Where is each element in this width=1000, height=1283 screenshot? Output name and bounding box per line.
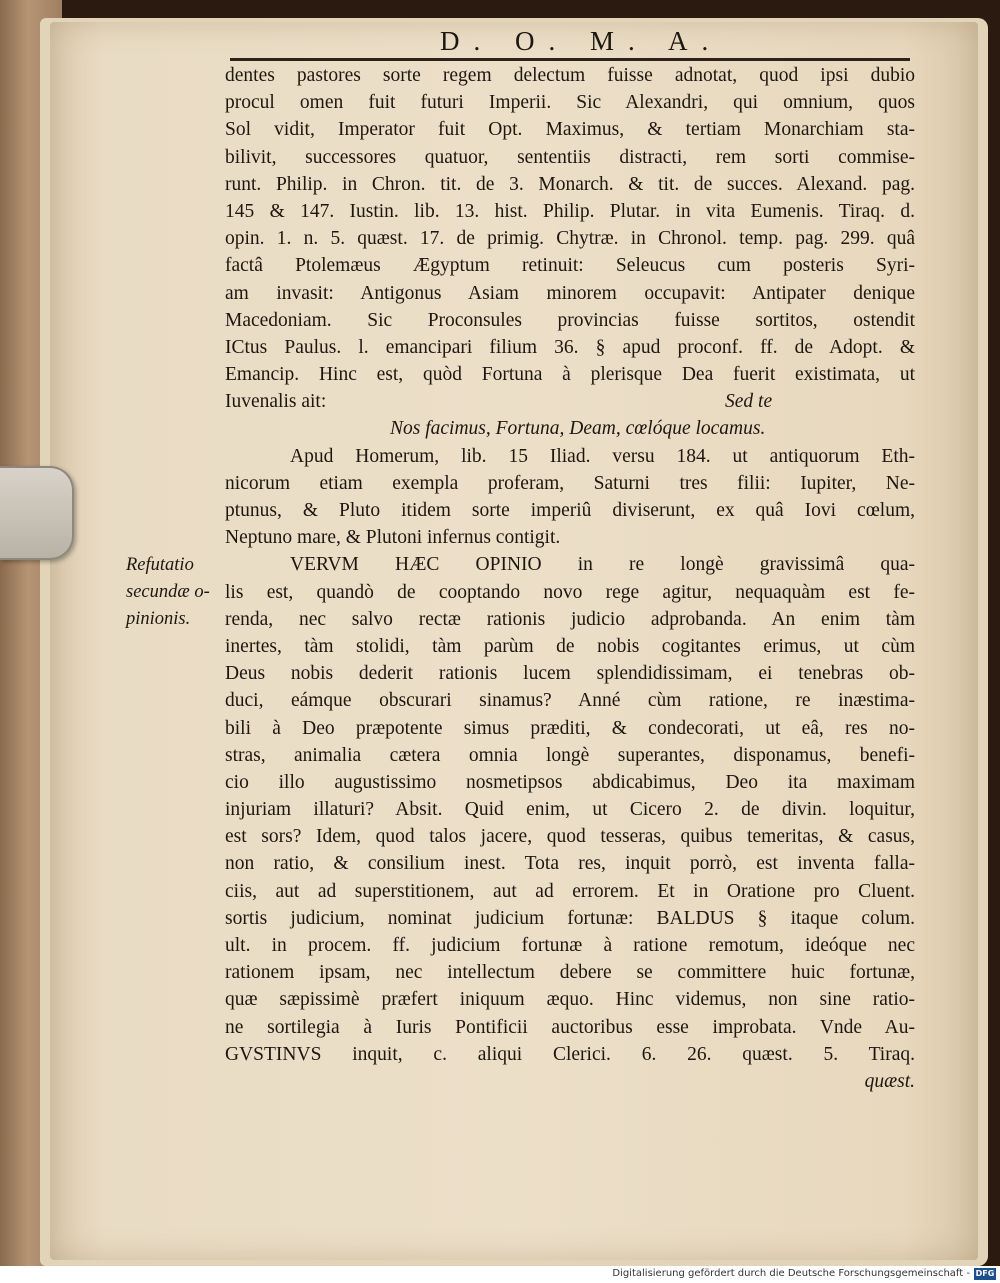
text-line: duci, eámque obscurari sinamus? Anné cùm ratione, re inæstima- <box>225 690 915 712</box>
body-text: dentes pastores sorte regem delectum fuisse adnotat, quod ipsi dubio procul omen fuit futuri Imperii. Sic Alexandri, qui omnium, quos Sol vidit, Imperator fuit Opt. Maximus, & tertiam Monarchiam sta- bilivit, successores quatuor, sententiis distracti, rem sorti commise- runt. Philip. in Chron. tit. de 3. Monarch. & tit. de succes. Alexand. pag. 145 & 147. Iustin. lib. 13. hist. Philip. Plutar. in vita Eumenis. Tiraq. d. opin. 1. n. 5. quæst. 17. de primig. Chytræ. in Chronol. temp. pag. 299. quâ factâ Ptolemæus Ægyptum retinuit: Seleucus cum posteris Syri- am invasit: Antigonus Asiam minorem occupavit: Antipater denique Macedoniam. Sic Proconsules provincias fuisse sortitos, ostendit ICtus Paulus. l. emancipari filium 36. § apud proconf. ff. de Adopt. & Emancip. Hinc est, quòd Fortuna à plerisque Dea fuerit existimata, ut Iuvenalis ait: Sed te Nos facimus, Fortuna, Deam, cœlóque locamus. Apud Homerum, lib. 15 Iliad. versu 184. ut antiquorum Eth- nicorum etiam exempla proferam, Saturni tres filii: Iupiter, Ne- ptunus, & Pluto itidem sorte imperiû diviserunt, ex quâ Iovi cœlum, Neptuno mare, & Plutoni infernus contigit. VERVM HÆC OPINIO in re longè gravissimâ qua- lis est, quandò de cooptando novo rege agitur, nequaquàm est fe- renda, nec salvo rectæ rationis judicio adprobanda. An enim tàm inertes, tàm stolidi, tàm parùm de nobis cogitantes erimus, ut cùm Deus nobis dederit rationis lucem splendidissimam, ei tenebras ob- duci, eámque obscurari sinamus? Anné cùm ratione, re inæstima- bili à Deo præpotente simus præditi, & condecorati, ut eâ, res no- stras, animalia cætera omnia longè superantes, disponamus, benefi- cio illo augustissimo nosmetipsos abdicabimus, Deo ita maximam injuriam illaturi? Absit. Quid enim, ut Cicero 2. de divin. loquitur, est sors? Idem, quod talos jacere, quod tesseras, quibus temeritas, & casus, non ratio, & consilium inest. Tota res, inquit porrò, est inventa falla- ciis, aut ad superstitionem, aut ad errorem. Et in Oratione pro Cluent. sortis judicium, nominat judicium fortunæ: BALDUS § itaque colum. ult. in procem. ff. judicium fortunæ à ratione remotum, ideóque nec rationem ipsam, nec intellectum debere se committere huic fortunæ, quæ sæpissimè præfert iniquum æquo. Hinc videmus, non sine ratio- ne sortilegia à Iuris Pontificii auctoribus esse improbata. Vnde Au- GVSTINVS inquit, c. aliqui Clerici. 6. 26. quæst. 5. Tiraq. quæst. <box>225 62 915 1095</box>
footer-credit: Digitalisierung gefördert durch die Deutsche Forschungsgemeinschaft - <box>612 1268 970 1279</box>
margin-note-line: pinionis. <box>126 609 191 629</box>
catchword: quæst. <box>864 1070 915 1092</box>
text-line: lis est, quandò de cooptando novo rege agitur, nequaquàm est fe- <box>225 581 915 603</box>
verse-quote: Nos facimus, Fortuna, Deam, cœlóque locamus. <box>390 418 766 440</box>
text-line: bili à Deo præpotente simus præditi, & condecorati, ut eâ, res no- <box>225 717 915 739</box>
text-line: nicorum etiam exempla proferam, Saturni tres filii: Iupiter, Ne- <box>225 472 915 494</box>
text-line: Deus nobis dederit rationis lucem splendidissimam, ei tenebras ob- <box>225 663 915 685</box>
text-line: Sol vidit, Imperator fuit Opt. Maximus, & tertiam Monarchiam sta- <box>225 119 915 141</box>
text-line: am invasit: Antigonus Asiam minorem occupavit: Antipater denique <box>225 282 915 304</box>
text-line: procul omen fuit futuri Imperii. Sic Alexandri, qui omnium, quos <box>225 92 915 114</box>
verse-lead: Sed te <box>725 391 773 413</box>
text-line: factâ Ptolemæus Ægyptum retinuit: Seleucus cum posteris Syri- <box>225 255 915 277</box>
text-line: renda, nec salvo rectæ rationis judicio adprobanda. An enim tàm <box>225 608 915 630</box>
text-line: Emancip. Hinc est, quòd Fortuna à plerisque Dea fuerit existimata, ut <box>225 364 915 386</box>
text-line: ult. in procem. ff. judicium fortunæ à ratione remotum, ideóque nec <box>225 935 915 956</box>
text-line: est sors? Idem, quod talos jacere, quod tesseras, quibus temeritas, & casus, <box>225 826 915 848</box>
margin-note <box>126 552 226 633</box>
footer-bar <box>0 1266 1000 1283</box>
text-line: Neptuno mare, & Plutoni infernus contigit. <box>225 527 561 549</box>
text-line: bilivit, successores quatuor, sententiis distracti, rem sorti commise- <box>225 146 915 168</box>
text-line: Apud Homerum, lib. 15 Iliad. versu 184. ut antiquorum Eth- <box>290 445 915 467</box>
text-line: dentes pastores sorte regem delectum fuisse adnotat, quod ipsi dubio <box>225 65 915 86</box>
text-line: GVSTINVS inquit, c. aliqui Clerici. 6. 26. quæst. 5. Tiraq. <box>225 1043 915 1065</box>
text-line: cio illo augustissimo nosmetipsos abdicabimus, Deo ita maximam <box>225 771 915 793</box>
text-line: injuriam illaturi? Absit. Quid enim, ut Cicero 2. de divin. loquitur, <box>225 799 915 821</box>
page-clip <box>0 466 74 560</box>
text-line: non ratio, & consilium inest. Tota res, inquit porrò, est inventa falla- <box>225 853 915 875</box>
margin-note-line: Refutatio <box>126 555 194 575</box>
margin-note-line: secundæ o- <box>126 582 210 602</box>
header-rule <box>230 58 910 61</box>
text-line: ne sortilegia à Iuris Pontificii auctoribus esse improbata. Vnde Au- <box>225 1016 915 1038</box>
text-line: 145 & 147. Iustin. lib. 13. hist. Philip. Plutar. in vita Eumenis. Tiraq. d. <box>225 200 915 222</box>
running-head: D. O. M. A. <box>440 26 723 56</box>
text-line: rationem ipsam, nec intellectum debere se committere huic fortunæ, <box>225 962 915 984</box>
text-line: inertes, tàm stolidi, tàm parùm de nobis cogitantes erimus, ut cùm <box>225 635 915 657</box>
text-line: runt. Philip. in Chron. tit. de 3. Monarch. & tit. de succes. Alexand. pag. <box>225 173 915 195</box>
dfg-logo: DFG <box>975 1269 995 1278</box>
text-line: sortis judicium, nominat judicium fortunæ: BALDUS § itaque colum. <box>225 907 915 929</box>
text-line: quæ sæpissimè præfert iniquum æquo. Hinc videmus, non sine ratio- <box>225 989 915 1011</box>
text-line: opin. 1. n. 5. quæst. 17. de primig. Chytræ. in Chronol. temp. pag. 299. quâ <box>225 228 915 250</box>
text-line: stras, animalia cætera omnia longè superantes, disponamus, benefi- <box>225 744 915 766</box>
text-line: ciis, aut ad superstitionem, aut ad errorem. Et in Oratione pro Cluent. <box>225 880 915 902</box>
text-line: Macedoniam. Sic Proconsules provincias fuisse sortitos, ostendit <box>225 309 915 331</box>
text-line: ptunus, & Pluto itidem sorte imperiû diviserunt, ex quâ Iovi cœlum, <box>225 500 915 521</box>
text-line: ICtus Paulus. l. emancipari filium 36. § apud proconf. ff. de Adopt. & <box>225 336 915 358</box>
text-line: VERVM HÆC OPINIO in re longè gravissimâ qua- <box>290 554 915 576</box>
